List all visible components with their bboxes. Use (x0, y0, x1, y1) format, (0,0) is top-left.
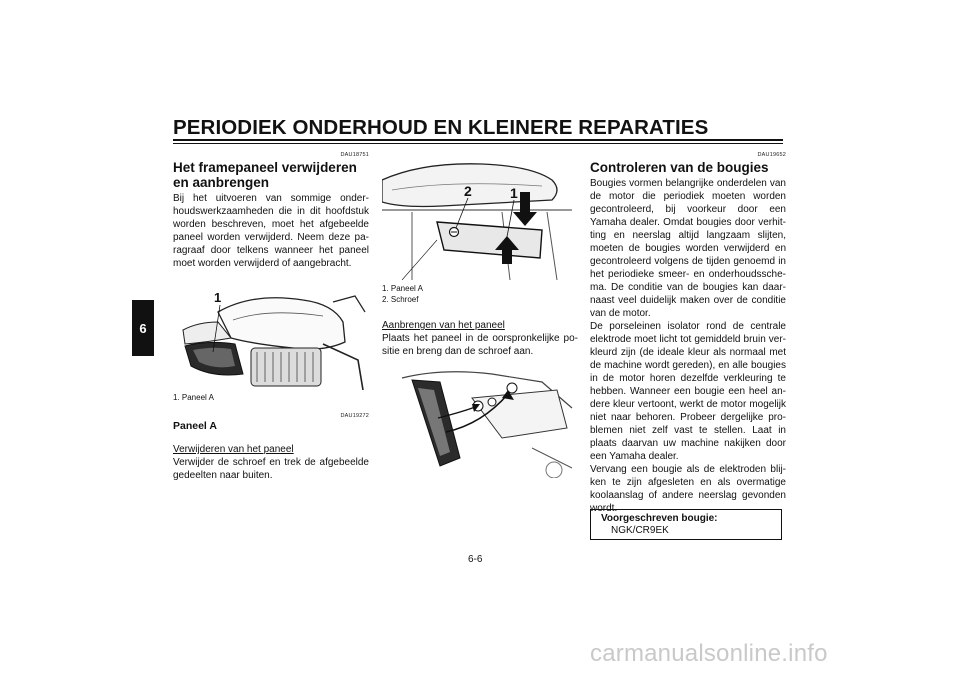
column-3 (590, 152, 786, 515)
callout-1: 1 (510, 185, 518, 201)
install-text: Plaats het paneel in de oorspronkelijke po-sitie en breng dan de schroef aan. (382, 333, 578, 357)
section-heading: Het framepaneel verwijderen en aanbrengen (173, 160, 357, 190)
page-title: PERIODIEK ONDERHOUD EN KLEINERE REPARATIES (173, 116, 709, 139)
watermark: carmanualsonline.info (590, 640, 828, 667)
figure-caption-2: 2. Schroef (382, 295, 419, 304)
chapter-tab: 6 (132, 300, 154, 356)
reference-code: DAU19652 (757, 152, 786, 158)
intro-paragraph: Bij het uitvoeren van sommige onder-houdswerkzaamheden die in dit hoofdstuk worden beschreven, moet het afgebeelde paneel worden verwijderd. Neem deze pa-ragraaf door telkens wanneer het paneel moet worden verwijderd of aangebracht. (173, 193, 369, 269)
remove-text: Verwijder de schroef en trek de afgebeelde gedeelten naar buiten. (173, 457, 369, 481)
spec-box (590, 509, 782, 540)
figure-caption: 1. Paneel A (173, 393, 214, 402)
figure-panel-install (382, 368, 578, 478)
spec-label: Voorgeschreven bougie: (601, 513, 718, 524)
install-title: Aanbrengen van het paneel (382, 320, 505, 331)
callout-1: 1 (214, 290, 222, 305)
callout-2: 2 (464, 183, 472, 199)
section-heading: Controleren van de bougies (590, 160, 769, 175)
title-rule (173, 139, 783, 141)
figure-caption-1: 1. Paneel A (382, 284, 423, 293)
spark-plug-text: Bougies vormen belangrijke onderdelen van de motor die periodiek moeten worden gecontroleerd, bij voorkeur door een Yamaha dealer. Omdat bougies door verhit-ting en neerslag altijd langzaam slijten, moeten de bougies worden verwijderd en gecontroleerd volgens de tijden genoemd in het periodieke smeer- en onderhoudssche-ma. De conditie van de bougies kan daar-naast veel duidelijk maken over de conditie van de motor. De porseleinen isolator rond de centrale elektrode moet licht tot gemiddeld bruin ver-kleurd zijn (de ideale kleur als normaal met de machine wordt gereden), en alle bougies in de motor horen dezelfde verkleuring te hebben. Wanneer een bougie een heel an-dere kleur vertoont, werkt de motor mogelijk niet naar behoren. Probeer dergelijke pro-blemen niet zelf vast te stellen. Laat in plaats daarvan uw machine nakijken door een Yamaha dealer. Vervang een bougie als de elektroden blij-ken te zijn afgesleten en als overmatige koolaanslag of andere neerslag gevonden wordt. (590, 178, 786, 514)
reference-code: DAU18751 (340, 152, 369, 158)
reference-code: DAU19272 (340, 413, 369, 419)
page-number: 6-6 (468, 554, 483, 565)
figure-panel-screw (382, 150, 578, 280)
column-1-lower (173, 392, 369, 482)
title-rule-thin (173, 143, 783, 144)
subheading: Paneel A (173, 420, 217, 432)
spec-value: NGK/CR9EK (611, 525, 669, 536)
column-2 (382, 283, 578, 358)
column-1 (173, 152, 369, 270)
figure-motorcycle-side (173, 282, 369, 390)
remove-title: Verwijderen van het paneel (173, 444, 294, 455)
